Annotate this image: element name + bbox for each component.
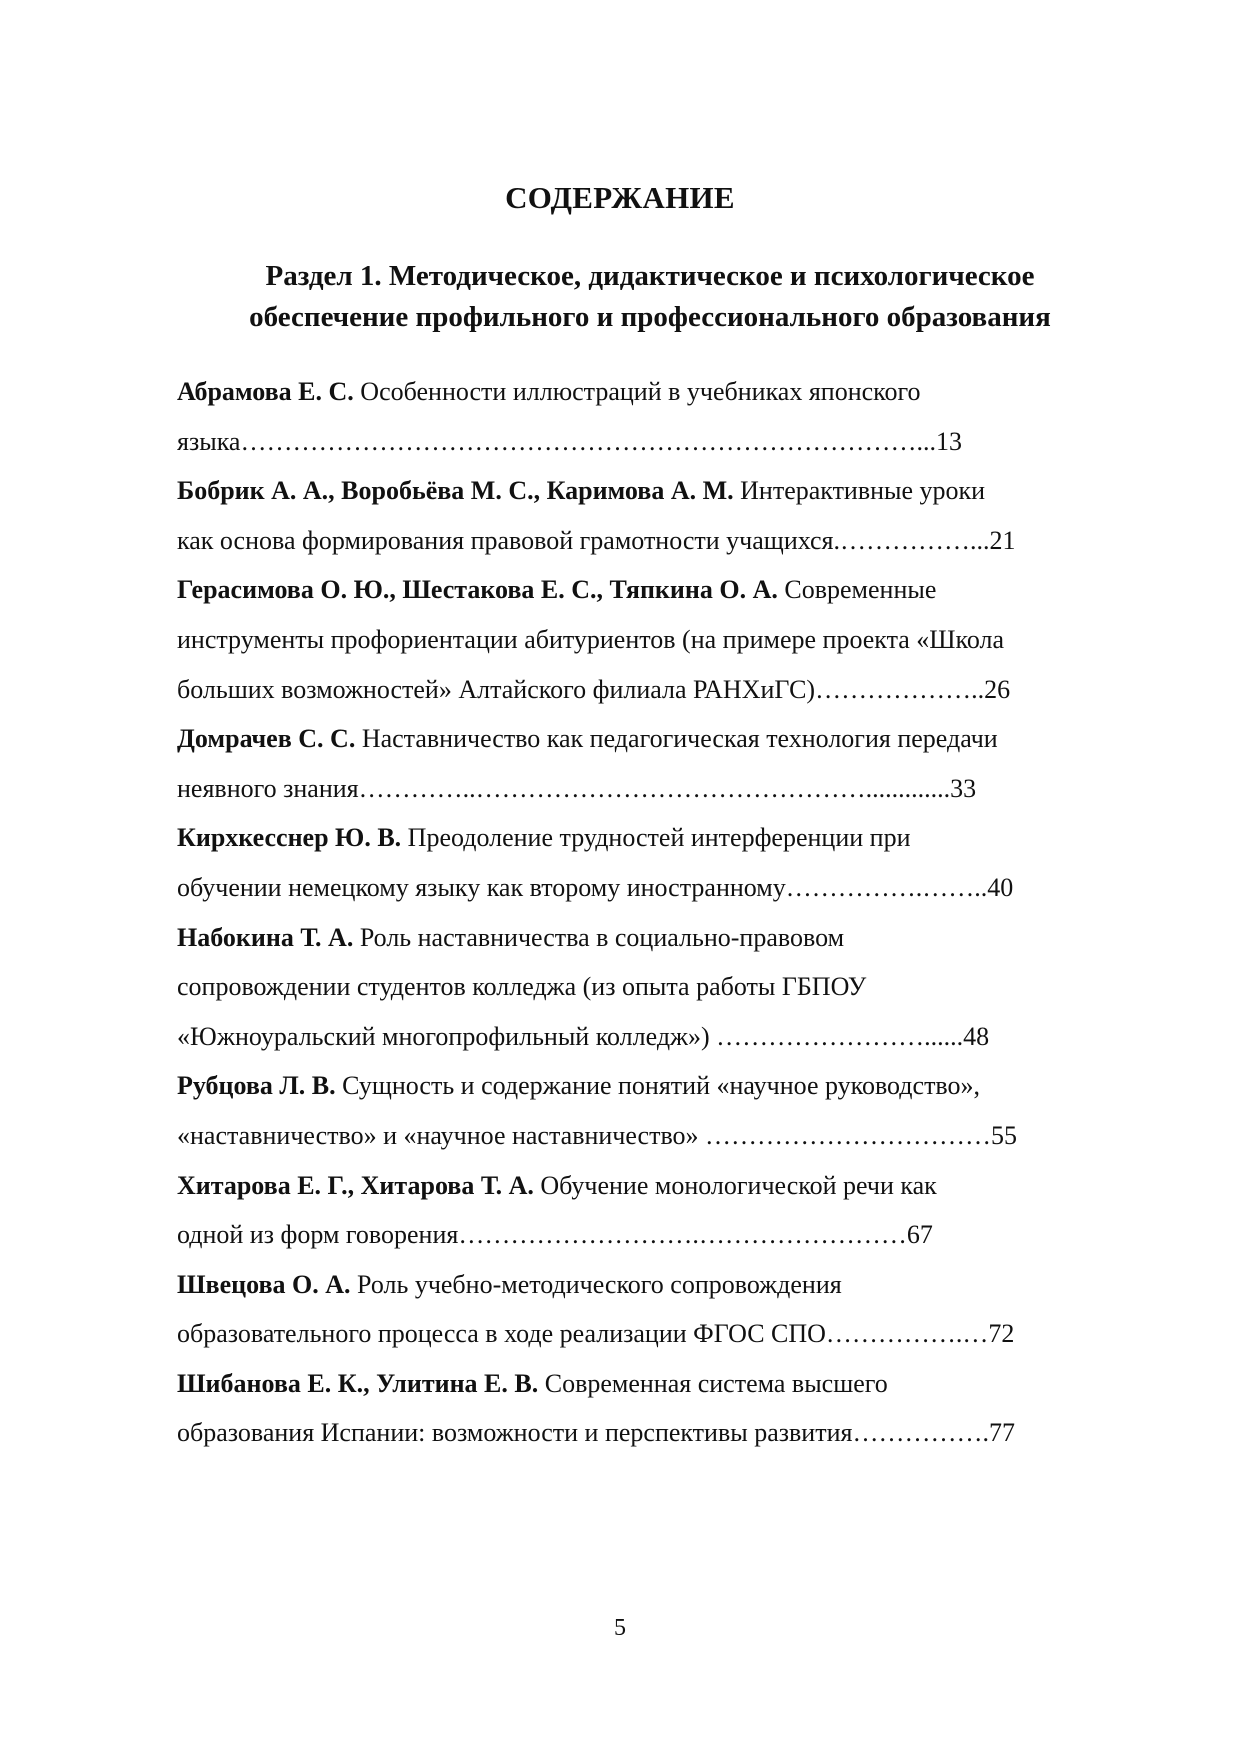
toc-entry-authors: Набокина Т. А. [177, 922, 354, 952]
toc-entry[interactable] [177, 466, 1117, 565]
section-heading-line-2: обеспечение профильного и профессионального образования [249, 301, 1051, 333]
toc-entry[interactable] [177, 813, 1117, 912]
toc-entry-authors: Кирхкесснер Ю. В. [177, 823, 402, 853]
toc-entry-line [177, 913, 1117, 963]
toc-entry-line: «наставничество» и «научное наставничество» ……………………………55 [177, 1120, 1018, 1150]
toc-entry-text: Обучение монологической речи как [533, 1170, 937, 1200]
toc-entry-line: языка……………………………………………………………………...13 [177, 426, 962, 456]
toc-entry[interactable] [177, 1260, 1117, 1359]
toc-entry-line [177, 813, 1117, 863]
toc-entry[interactable] [177, 1359, 1117, 1458]
toc-entry-line: обучении немецкому языку как второму иностранному…………….……..40 [177, 872, 1014, 902]
toc-entry[interactable] [177, 1061, 1117, 1160]
toc-entry[interactable] [177, 1161, 1117, 1260]
toc-entry-line: образования Испании: возможности и перспективы развития…………….77 [177, 1418, 1015, 1448]
toc-entry-text: Роль учебно-методического сопровождения [350, 1269, 842, 1299]
toc-entry-line [177, 1359, 1117, 1409]
toc-entry-line: «Южноуральский многопрофильный колледж») ……………………......48 [177, 1021, 990, 1051]
toc-entry-line: образовательного процесса в ходе реализации ФГОС СПО…………….…72 [177, 1319, 1015, 1349]
table-of-contents [177, 367, 1117, 1458]
toc-entry-line: как основа формирования правовой грамотности учащихся.……………...21 [177, 525, 1016, 555]
toc-entry-line: инструменты профориентации абитуриентов (на примере проекта «Школа [177, 624, 1005, 654]
toc-entry-line [177, 367, 1117, 417]
toc-entry-line [177, 565, 1117, 615]
toc-entry[interactable] [177, 913, 1117, 1062]
toc-entry-line [177, 1061, 1117, 1111]
toc-entry-text: Современные [777, 575, 937, 605]
toc-entry-line [177, 1161, 1117, 1211]
toc-entry-authors: Швецова О. А. [177, 1269, 351, 1299]
toc-entry-line [177, 1260, 1117, 1310]
toc-entry-authors: Абрамова Е. С. [177, 377, 354, 406]
toc-entry-authors: Бобрик А. А., Воробьёва М. С., Каримова А. М. [177, 476, 734, 506]
toc-entry-text: Наставничество как педагогическая технология передачи [355, 724, 998, 754]
toc-entry-text: Роль наставничества в социально-правовом [353, 922, 845, 952]
toc-entry[interactable] [177, 367, 1117, 466]
toc-entry-text: Преодоление трудностей интерференции при [401, 823, 911, 853]
toc-entry-line [177, 466, 1117, 516]
toc-entry-text: Интерактивные уроки [733, 476, 986, 506]
toc-entry-line: одной из форм говорения……………………….……………………67 [177, 1220, 933, 1250]
toc-entry-authors: Рубцова Л. В. [177, 1071, 336, 1101]
toc-entry-text: Сущность и содержание понятий «научное руководство», [335, 1071, 981, 1101]
toc-entry-line [177, 714, 1117, 764]
toc-entry-authors: Домрачев С. С. [177, 724, 356, 754]
toc-entry-authors: Хитарова Е. Г., Хитарова Т. А. [177, 1170, 534, 1200]
toc-entry[interactable] [177, 714, 1117, 813]
toc-entry-text: Особенности иллюстраций в учебниках японского [353, 377, 921, 406]
toc-entry[interactable] [177, 565, 1117, 714]
page-title: СОДЕРЖАНИЕ [505, 180, 735, 215]
section-heading [150, 256, 1150, 338]
page-number: 5 [614, 1615, 626, 1641]
toc-entry-text: Современная система высшего [538, 1368, 888, 1398]
toc-entry-authors: Шибанова Е. К., Улитина Е. В. [177, 1368, 539, 1398]
toc-entry-line: сопровождении студентов колледжа (из опыта работы ГБПОУ [177, 972, 867, 1002]
toc-entry-line: неявного знания…………..……………………………………….............33 [177, 773, 977, 803]
toc-entry-line: больших возможностей» Алтайского филиала РАНХиГС)………………..26 [177, 674, 1011, 704]
section-heading-line-1: Раздел 1. Методическое, дидактическое и психологическое [265, 260, 1035, 292]
toc-entry-authors: Герасимова О. Ю., Шестакова Е. С., Тяпкина О. А. [177, 575, 778, 605]
